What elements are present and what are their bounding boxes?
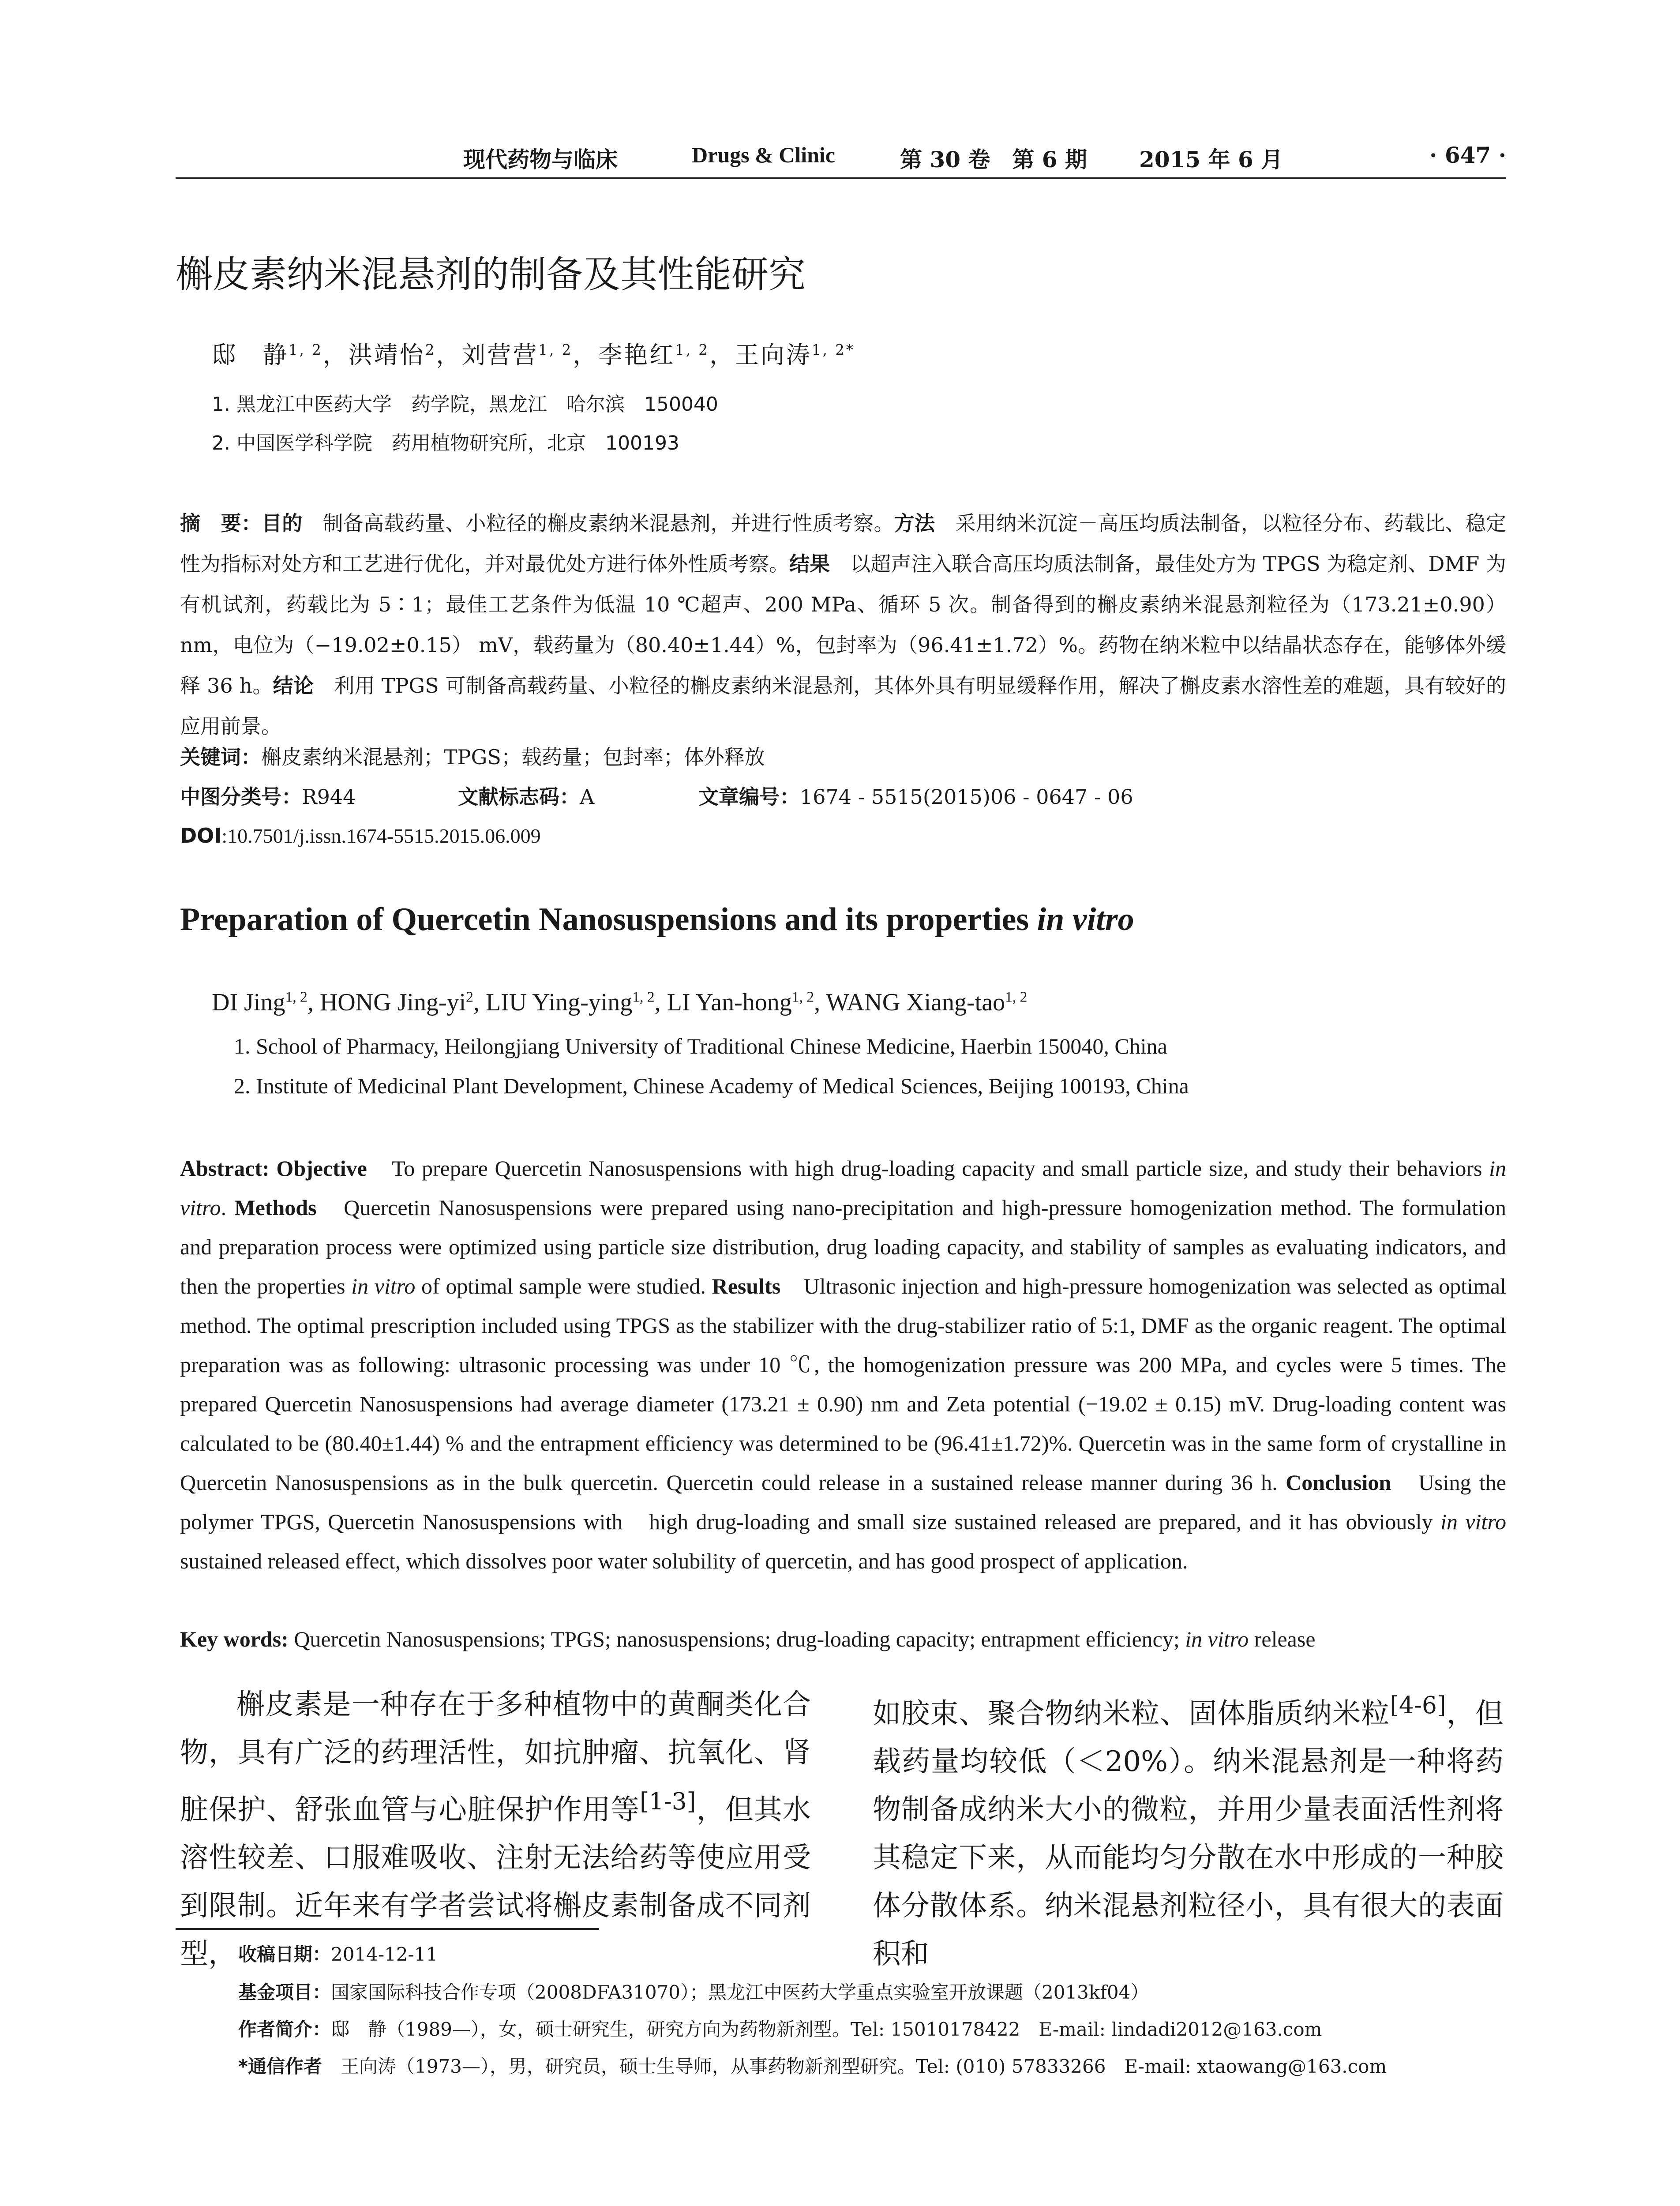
doi-label: DOI [180,824,222,848]
doi-value: :10.7501/j.issn.1674-5515.2015.06.009 [221,825,541,847]
received-label: 收稿日期： [238,1943,331,1965]
keywords-en-text: Quercetin Nanosuspensions; TPGS; nanosuspensions; drug-loading capacity; entrapment efficiency; [288,1627,1185,1651]
author-bio-value: 邸 静（1989—），女，硕士研究生，研究方向为药物新剂型。Tel: 15010178422 E-mail: lindadi2012@163.com [331,2018,1322,2040]
corresponding-label: *通信作者 [238,2056,322,2077]
body-column-right [873,1681,1504,1978]
keywords-en-label: Key words: [180,1627,289,1651]
running-header [176,142,1506,173]
author-affil-sup-en: 1, 2 [285,989,308,1005]
footnote-received [238,1942,438,1967]
clc-value: R944 [302,785,356,809]
body-right-text: 如胶束、聚合物纳米粒、固体脂质纳米粒 [873,1697,1390,1730]
author-affil-sup: 1, 2 [675,341,710,358]
doc-code-label: 文献标志码： [458,785,580,809]
footnote-corresponding [238,2054,1387,2079]
conclusion-italic-en: in vitro [1440,1509,1506,1534]
author-affil-sup: 1, 2 [289,341,323,358]
objective-label-en: Objective [276,1156,367,1181]
article-number-label: 文章编号： [698,785,800,809]
conclusion-text-en: Using the polymer TPGS, Quercetin Nanosuspensions with high drug-loading and small size sustained released are prepared, and it has obviously [180,1470,1507,1534]
objective-italic-en: in vitro [180,1156,1507,1220]
author-name: 邸 静 [212,341,289,369]
citation-ref: [1-3] [640,1787,696,1815]
authors-cn: 邸 静$^{1, 2}$，洪靖怡$^2$，刘营营$^{1, 2}$，李艳红$^{1, 2}$，王向涛$^{1, 2*}$ [212,341,855,369]
title-en-main: Preparation of Quercetin Nanosuspensions and its properties [180,901,1037,938]
author-name-en: WANG Xiang-tao [826,989,1005,1016]
author-name-en: HONG Jing-yi [319,989,466,1016]
author-name-en: LIU Ying-ying [485,989,633,1016]
conclusion-tail-en: sustained released effect, which dissolves poor water solubility of quercetin, and has good prospect of application. [180,1549,1188,1573]
abstract-cn-label: 摘 要： [180,511,262,535]
keywords-en-tail: release [1249,1627,1316,1651]
doi-line [180,822,541,849]
objective-label-cn: 目的 [262,511,303,535]
volume-issue: 第 30 卷 第 6 期 [900,146,1087,173]
title-en [180,901,1134,938]
doc-code-value: A [580,785,595,809]
author-name: 刘营营 [461,341,539,369]
body-right-text-cont: ，但载药量均较低（＜20%）。纳米混悬剂是一种将药物制备成纳米大小的微粒，并用少量表面活性剂将其稳定下来，从而能均匀分散在水中形成的一种胶体分散体系。纳米混悬剂粒径小，具有很大的表面积和 [873,1697,1504,1971]
received-value: 2014-12-11 [331,1943,438,1965]
footnote-fund [238,1980,1149,2005]
page-number: · 647 · [1429,142,1506,168]
conclusion-text-cn: 利用 TPGS 可制备高载药量、小粒径的槲皮素纳米混悬剂，其体外具有明显缓释作用，解决了槲皮素水溶性差的难题，具有较好的应用前景。 [180,674,1507,738]
methods-text-en: Quercetin Nanosuspensions were prepared using nano-precipitation and high-pressure homogenization method. The formulation and preparation process were optimized using particle size distribution, drug loading capacity, and stability of samples as evaluating indicators, and then the properties [180,1195,1506,1298]
document-code [458,784,594,810]
header-rule [176,177,1506,179]
clc-number [180,785,356,809]
author-bio-label: 作者简介： [238,2018,331,2040]
classification-line [180,784,1133,810]
objective-tail-en: . [221,1195,235,1220]
results-label-cn: 结果 [789,552,830,576]
results-label-en: Results [712,1274,781,1298]
issue-date: 2015 年 6 月 [1139,146,1283,173]
body-column-left [180,1681,811,1978]
journal-name-en: Drugs & Clinic [692,143,835,167]
affiliation-cn-1: 1. 黑龙江中医药大学 药学院，黑龙江 哈尔滨 150040 [212,393,718,416]
author-name-en: LI Yan-hong [667,989,792,1016]
body-left-text-cont: ，但其水溶性较差、口服难吸收、注射无法给药等使应用受到限制。近年来有学者尝试将槲皮素制备成不同剂型， [180,1793,811,1971]
citation-ref: [4-6] [1390,1691,1446,1719]
journal-name-cn: 现代药物与临床 [463,146,618,173]
conclusion-label-cn: 结论 [273,674,314,698]
affiliation-en-1: 1. School of Pharmacy, Heilongjiang University of Traditional Chinese Medicine, Haerbin 150040, China [234,1034,1167,1058]
keywords-cn [180,744,765,770]
methods-italic-en: in vitro [351,1274,416,1298]
keywords-en [180,1626,1506,1652]
author-affil-sup: 1, 2 [538,341,573,358]
title-cn: 槲皮素纳米混悬剂的制备及其性能研究 [176,253,806,296]
fund-value: 国家国际科技合作专项（2008DFA31070）；黑龙江中医药大学重点实验室开放课题（2013kf04） [331,1981,1149,2003]
abstract-en [180,1149,1506,1581]
author-affil-sup-en: 1, 2 [632,989,655,1005]
methods-label-cn: 方法 [894,511,935,535]
objective-text-cn: 制备高载药量、小粒径的槲皮素纳米混悬剂，并进行性质考察。 [302,511,894,535]
conclusion-label-en: Conclusion [1286,1470,1391,1495]
corresponding-value: 王向涛（1973—），男，研究员，硕士生导师，从事药物新剂型研究。Tel: (010) 57833266 E-mail: xtaowang@163.com [322,2056,1387,2077]
results-text-en: Ultrasonic injection and high-pressure homogenization was selected as optimal method. The optimal prescription included using TPGS as the stabilizer with the drug-stabilizer ratio of 5:1, DMF as the organic reagent. The optimal preparation was as following: ultrasonic processing was under 10 ℃, the homogenization pressure was 200 MPa, and cycles were 5 times. The prepared Quercetin Nanosuspensions had average diameter (173.21 ± 0.90) nm and Zeta potential (−19.02 ± 0.15) mV. Drug-loading content was calculated to be (80.40±1.44) % and the entrapment efficiency was determined to be (96.41±1.72)%. Quercetin was in the same form of crystalline in Quercetin Nanosuspensions as in the bulk quercetin. Quercetin could release in a sustained release manner during 36 h. [180,1274,1506,1495]
keywords-cn-text: 槲皮素纳米混悬剂；TPGS；载药量；包封率；体外释放 [261,745,765,769]
author-affil-sup: 2 [425,341,436,358]
title-en-italic: in vitro [1037,901,1134,938]
abstract-en-label: Abstract: [180,1156,270,1181]
methods-tail-en: of optimal sample were studied. [415,1274,712,1298]
author-name: 李艳红 [598,341,675,369]
abstract-cn [180,503,1506,747]
methods-text-cn: 采用纳米沉淀－高压均质法制备，以粒径分布、药载比、稳定性为指标对处方和工艺进行优化，并对最优处方进行体外性质考察。 [180,511,1506,576]
article-number [698,784,1133,810]
author-name: 洪靖怡 [348,341,425,369]
keywords-cn-label: 关键词： [180,745,261,769]
author-name: 王向涛 [735,341,812,369]
clc-label: 中图分类号： [180,785,302,809]
keywords-en-italic: in vitro [1185,1627,1249,1651]
body-left-text: 槲皮素是一种存在于多种植物中的黄酮类化合物，具有广泛的药理活性，如抗肿瘤、抗氧化、肾脏保护、舒张血管与心脏保护作用等 [180,1688,811,1827]
affiliation-cn-2: 2. 中国医学科学院 药用植物研究所，北京 100193 [212,432,679,454]
methods-label-en: Methods [234,1195,317,1220]
author-affil-sup-en: 2 [466,989,473,1005]
article-number-value: 1674 - 5515(2015)06 - 0647 - 06 [800,785,1133,809]
author-affil-sup-en: 1, 2 [1005,989,1028,1005]
author-affil-sup: 1, 2* [812,341,855,358]
results-text-cn: 以超声注入联合高压均质法制备，最佳处方为 TPGS 为稳定剂、DMF 为有机试剂，药载比为 5∶1；最佳工艺条件为低温 10 ℃超声、200 MPa、循环 5 次。制备得到的槲皮素纳米混悬剂粒径为（173.21±0.90） nm，电位为（−19.02±0.15） mV，载药量为（80.40±1.44）%，包封率为（96.41±1.72）%。药物在纳米粒中以结晶状态存在，能够体外缓释 36 h。 [180,552,1507,698]
footnote-rule [176,1928,599,1930]
fund-label: 基金项目： [238,1981,331,2003]
authors-en: DI Jing$^{1, 2}$, HONG Jing-$yi^2$, LIU Ying-ying$^{1, 2}$, LI Yan-hong$^{1, 2}$, WANG Xiang-tao$^{1, 2}$ [212,989,1028,1016]
author-name-en: DI Jing [212,989,285,1016]
footnote-author [238,2017,1322,2042]
objective-text-en: To prepare Quercetin Nanosuspensions with high drug-loading capacity and small particle size, and study their behaviors [367,1156,1489,1181]
author-affil-sup-en: 1, 2 [791,989,814,1005]
affiliation-en-2: 2. Institute of Medicinal Plant Development, Chinese Academy of Medical Sciences, Beijing 100193, China [234,1073,1189,1098]
